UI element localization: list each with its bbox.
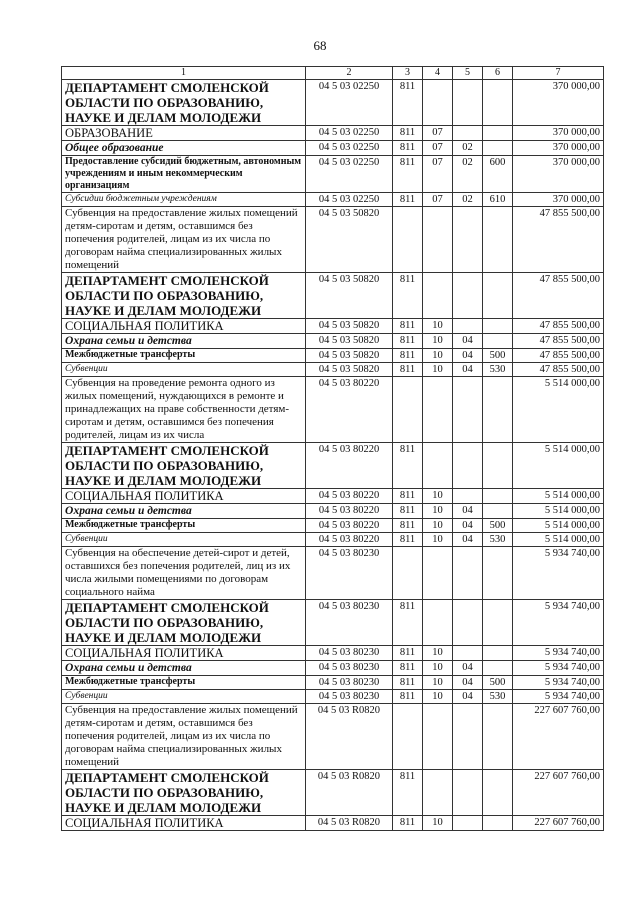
table-row (62, 156, 604, 193)
expense-type-cell: 530 (483, 690, 513, 704)
section-code-cell: 10 (423, 319, 453, 334)
table-row (62, 126, 604, 141)
subsection-code-cell: 04 (453, 504, 483, 519)
row-name-cell: Межбюджетные трансферты (62, 676, 306, 690)
ministry-code-cell: 811 (393, 141, 423, 156)
budget-code-cell: 04 5 03 80220 (306, 504, 393, 519)
budget-code-cell: 04 5 03 02250 (306, 156, 393, 193)
expense-type-cell (483, 377, 513, 443)
budget-code-cell: 04 5 03 80220 (306, 489, 393, 504)
subsection-code-cell: 04 (453, 349, 483, 363)
row-name-cell: ДЕПАРТАМЕНТ СМОЛЕНСКОЙ ОБЛАСТИ ПО ОБРАЗОВАНИЮ, НАУКЕ И ДЕЛАМ МОЛОДЕЖИ (62, 80, 306, 126)
subsection-code-cell: 02 (453, 141, 483, 156)
row-name-cell: Субвенции (62, 690, 306, 704)
subsection-code-cell: 02 (453, 193, 483, 207)
expense-type-cell (483, 770, 513, 816)
budget-code-cell: 04 5 03 80220 (306, 443, 393, 489)
section-code-cell (423, 770, 453, 816)
budget-code-cell: 04 5 03 02250 (306, 193, 393, 207)
row-name-cell: Межбюджетные трансферты (62, 349, 306, 363)
expense-type-cell (483, 504, 513, 519)
amount-cell: 227 607 760,00 (513, 770, 604, 816)
header-cell: 4 (423, 67, 453, 80)
ministry-code-cell: 811 (393, 319, 423, 334)
row-name-cell: ДЕПАРТАМЕНТ СМОЛЕНСКОЙ ОБЛАСТИ ПО ОБРАЗОВАНИЮ, НАУКЕ И ДЕЛАМ МОЛОДЕЖИ (62, 770, 306, 816)
ministry-code-cell: 811 (393, 156, 423, 193)
subsection-code-cell: 04 (453, 519, 483, 533)
section-code-cell: 10 (423, 334, 453, 349)
row-name-cell: СОЦИАЛЬНАЯ ПОЛИТИКА (62, 319, 306, 334)
amount-cell: 5 934 740,00 (513, 676, 604, 690)
row-name-cell: Общее образование (62, 141, 306, 156)
section-code-cell (423, 443, 453, 489)
section-code-cell: 07 (423, 141, 453, 156)
amount-cell: 227 607 760,00 (513, 816, 604, 831)
table-row (62, 141, 604, 156)
row-name-cell: СОЦИАЛЬНАЯ ПОЛИТИКА (62, 489, 306, 504)
ministry-code-cell: 811 (393, 80, 423, 126)
table-row (62, 363, 604, 377)
row-name-cell: Охрана семьи и детства (62, 504, 306, 519)
expense-type-cell (483, 600, 513, 646)
budget-code-cell: 04 5 03 R0820 (306, 704, 393, 770)
subsection-code-cell (453, 319, 483, 334)
section-code-cell: 10 (423, 676, 453, 690)
page-number: 68 (313, 38, 327, 53)
amount-cell: 5 934 740,00 (513, 646, 604, 661)
expense-type-cell: 530 (483, 533, 513, 547)
amount-cell: 5 934 740,00 (513, 661, 604, 676)
table-header-row (62, 67, 604, 80)
expense-type-cell (483, 489, 513, 504)
table-row (62, 377, 604, 443)
budget-code-cell: 04 5 03 50820 (306, 363, 393, 377)
row-name-cell: Охрана семьи и детства (62, 661, 306, 676)
ministry-code-cell: 811 (393, 126, 423, 141)
table-row (62, 193, 604, 207)
ministry-code-cell: 811 (393, 661, 423, 676)
table-row (62, 504, 604, 519)
row-name-cell: Субсидии бюджетным учреждениям (62, 193, 306, 207)
row-name-cell: Охрана семьи и детства (62, 334, 306, 349)
amount-cell: 370 000,00 (513, 141, 604, 156)
subsection-code-cell (453, 816, 483, 831)
section-code-cell: 07 (423, 193, 453, 207)
budget-code-cell: 04 5 03 80230 (306, 676, 393, 690)
ministry-code-cell (393, 377, 423, 443)
row-name-cell: Субвенция на предоставление жилых помещений детям-сиротам и детям, оставшимся без попечения родителей, лицам из их числа по договорам найма специализированных жилых помещений (62, 704, 306, 770)
ministry-code-cell: 811 (393, 504, 423, 519)
ministry-code-cell: 811 (393, 690, 423, 704)
section-code-cell: 10 (423, 489, 453, 504)
budget-code-cell: 04 5 03 80230 (306, 547, 393, 600)
budget-code-cell: 04 5 03 80230 (306, 646, 393, 661)
amount-cell: 5 514 000,00 (513, 443, 604, 489)
amount-cell: 47 855 500,00 (513, 363, 604, 377)
expense-type-cell (483, 126, 513, 141)
subsection-code-cell (453, 646, 483, 661)
expense-type-cell (483, 319, 513, 334)
expense-type-cell (483, 646, 513, 661)
row-name-cell: ДЕПАРТАМЕНТ СМОЛЕНСКОЙ ОБЛАСТИ ПО ОБРАЗОВАНИЮ, НАУКЕ И ДЕЛАМ МОЛОДЕЖИ (62, 443, 306, 489)
subsection-code-cell: 02 (453, 156, 483, 193)
budget-code-cell: 04 5 03 02250 (306, 80, 393, 126)
row-name-cell: ОБРАЗОВАНИЕ (62, 126, 306, 141)
amount-cell: 370 000,00 (513, 80, 604, 126)
section-code-cell: 10 (423, 690, 453, 704)
subsection-code-cell (453, 489, 483, 504)
subsection-code-cell (453, 126, 483, 141)
expense-type-cell (483, 816, 513, 831)
table-row (62, 661, 604, 676)
budget-code-cell: 04 5 03 80220 (306, 533, 393, 547)
budget-code-cell: 04 5 03 50820 (306, 349, 393, 363)
table-row (62, 770, 604, 816)
row-name-cell: Межбюджетные трансферты (62, 519, 306, 533)
table-row (62, 80, 604, 126)
amount-cell: 47 855 500,00 (513, 207, 604, 273)
table-row (62, 349, 604, 363)
table-row (62, 547, 604, 600)
table-row (62, 676, 604, 690)
expense-type-cell: 530 (483, 363, 513, 377)
row-name-cell: СОЦИАЛЬНАЯ ПОЛИТИКА (62, 646, 306, 661)
ministry-code-cell: 811 (393, 770, 423, 816)
ministry-code-cell: 811 (393, 443, 423, 489)
expense-type-cell (483, 443, 513, 489)
table-row (62, 646, 604, 661)
expense-type-cell (483, 547, 513, 600)
ministry-code-cell (393, 547, 423, 600)
ministry-code-cell: 811 (393, 533, 423, 547)
budget-code-cell: 04 5 03 02250 (306, 126, 393, 141)
ministry-code-cell: 811 (393, 193, 423, 207)
subsection-code-cell (453, 377, 483, 443)
amount-cell: 47 855 500,00 (513, 334, 604, 349)
amount-cell: 47 855 500,00 (513, 319, 604, 334)
amount-cell: 5 514 000,00 (513, 519, 604, 533)
header-cell: 3 (393, 67, 423, 80)
expense-type-cell: 600 (483, 156, 513, 193)
budget-code-cell: 04 5 03 80230 (306, 690, 393, 704)
ministry-code-cell: 811 (393, 349, 423, 363)
table-row (62, 533, 604, 547)
amount-cell: 370 000,00 (513, 126, 604, 141)
budget-code-cell: 04 5 03 80230 (306, 661, 393, 676)
section-code-cell: 10 (423, 504, 453, 519)
row-name-cell: Субвенция на проведение ремонта одного из жилых помещений, нуждающихся в ремонте и принадлежащих на праве собственности детям-сиротам и детям, оставшимся без попечения родителей, лицам из их числа (62, 377, 306, 443)
budget-code-cell: 04 5 03 50820 (306, 207, 393, 273)
amount-cell: 5 514 000,00 (513, 489, 604, 504)
subsection-code-cell (453, 80, 483, 126)
section-code-cell: 07 (423, 126, 453, 141)
subsection-code-cell: 04 (453, 533, 483, 547)
subsection-code-cell (453, 704, 483, 770)
table-row (62, 519, 604, 533)
expense-type-cell (483, 334, 513, 349)
section-code-cell: 10 (423, 363, 453, 377)
row-name-cell: Субвенция на обеспечение детей-сирот и детей, оставшихся без попечения родителей, лиц из их числа жилыми помещениями по договорам социального найма (62, 547, 306, 600)
subsection-code-cell (453, 443, 483, 489)
expense-type-cell: 500 (483, 519, 513, 533)
subsection-code-cell: 04 (453, 690, 483, 704)
amount-cell: 5 934 740,00 (513, 547, 604, 600)
subsection-code-cell: 04 (453, 363, 483, 377)
section-code-cell: 10 (423, 816, 453, 831)
section-code-cell (423, 600, 453, 646)
header-cell: 6 (483, 67, 513, 80)
ministry-code-cell: 811 (393, 600, 423, 646)
section-code-cell: 10 (423, 349, 453, 363)
amount-cell: 370 000,00 (513, 156, 604, 193)
table-row (62, 334, 604, 349)
section-code-cell (423, 547, 453, 600)
section-code-cell: 10 (423, 533, 453, 547)
section-code-cell: 10 (423, 661, 453, 676)
ministry-code-cell: 811 (393, 519, 423, 533)
expense-type-cell: 500 (483, 676, 513, 690)
expense-type-cell (483, 704, 513, 770)
ministry-code-cell: 811 (393, 646, 423, 661)
ministry-code-cell: 811 (393, 489, 423, 504)
section-code-cell (423, 704, 453, 770)
row-name-cell: Субвенции (62, 363, 306, 377)
expense-type-cell: 610 (483, 193, 513, 207)
subsection-code-cell: 04 (453, 334, 483, 349)
subsection-code-cell (453, 770, 483, 816)
ministry-code-cell (393, 207, 423, 273)
section-code-cell: 07 (423, 156, 453, 193)
header-cell: 5 (453, 67, 483, 80)
subsection-code-cell (453, 600, 483, 646)
budget-code-cell: 04 5 03 R0820 (306, 816, 393, 831)
table-row (62, 319, 604, 334)
section-code-cell (423, 377, 453, 443)
table-row (62, 273, 604, 319)
header-cell: 2 (306, 67, 393, 80)
section-code-cell: 10 (423, 646, 453, 661)
row-name-cell: ДЕПАРТАМЕНТ СМОЛЕНСКОЙ ОБЛАСТИ ПО ОБРАЗОВАНИЮ, НАУКЕ И ДЕЛАМ МОЛОДЕЖИ (62, 273, 306, 319)
table-row (62, 690, 604, 704)
expense-type-cell: 500 (483, 349, 513, 363)
subsection-code-cell (453, 547, 483, 600)
budget-code-cell: 04 5 03 50820 (306, 273, 393, 319)
amount-cell: 5 514 000,00 (513, 533, 604, 547)
amount-cell: 47 855 500,00 (513, 273, 604, 319)
section-code-cell (423, 273, 453, 319)
row-name-cell: Субвенции (62, 533, 306, 547)
amount-cell: 5 514 000,00 (513, 377, 604, 443)
ministry-code-cell: 811 (393, 363, 423, 377)
ministry-code-cell: 811 (393, 816, 423, 831)
expense-type-cell (483, 207, 513, 273)
expense-type-cell (483, 80, 513, 126)
amount-cell: 5 514 000,00 (513, 504, 604, 519)
row-name-cell: Субвенция на предоставление жилых помещений детям-сиротам и детям, оставшимся без попечения родителей, лицам из их числа по договорам найма специализированных жилых помещений (62, 207, 306, 273)
budget-table (61, 66, 604, 831)
header-cell: 1 (62, 67, 306, 80)
amount-cell: 5 934 740,00 (513, 690, 604, 704)
budget-code-cell: 04 5 03 80220 (306, 519, 393, 533)
ministry-code-cell: 811 (393, 676, 423, 690)
subsection-code-cell: 04 (453, 676, 483, 690)
amount-cell: 5 934 740,00 (513, 600, 604, 646)
budget-code-cell: 04 5 03 02250 (306, 141, 393, 156)
budget-code-cell: 04 5 03 50820 (306, 319, 393, 334)
section-code-cell (423, 207, 453, 273)
section-code-cell (423, 80, 453, 126)
ministry-code-cell: 811 (393, 334, 423, 349)
expense-type-cell (483, 141, 513, 156)
table-row (62, 207, 604, 273)
ministry-code-cell: 811 (393, 273, 423, 319)
header-cell: 7 (513, 67, 604, 80)
subsection-code-cell (453, 273, 483, 319)
amount-cell: 370 000,00 (513, 193, 604, 207)
table-row (62, 600, 604, 646)
budget-code-cell: 04 5 03 R0820 (306, 770, 393, 816)
subsection-code-cell: 04 (453, 661, 483, 676)
amount-cell: 227 607 760,00 (513, 704, 604, 770)
ministry-code-cell (393, 704, 423, 770)
row-name-cell: СОЦИАЛЬНАЯ ПОЛИТИКА (62, 816, 306, 831)
amount-cell: 47 855 500,00 (513, 349, 604, 363)
row-name-cell: ДЕПАРТАМЕНТ СМОЛЕНСКОЙ ОБЛАСТИ ПО ОБРАЗОВАНИЮ, НАУКЕ И ДЕЛАМ МОЛОДЕЖИ (62, 600, 306, 646)
table-row (62, 816, 604, 831)
subsection-code-cell (453, 207, 483, 273)
row-name-cell: Предоставление субсидий бюджетным, автономным учреждениям и иным некоммерческим организациям (62, 156, 306, 193)
expense-type-cell (483, 273, 513, 319)
budget-code-cell: 04 5 03 50820 (306, 334, 393, 349)
budget-code-cell: 04 5 03 80220 (306, 377, 393, 443)
budget-code-cell: 04 5 03 80230 (306, 600, 393, 646)
table-row (62, 443, 604, 489)
section-code-cell: 10 (423, 519, 453, 533)
table-row (62, 704, 604, 770)
expense-type-cell (483, 661, 513, 676)
table-row (62, 489, 604, 504)
